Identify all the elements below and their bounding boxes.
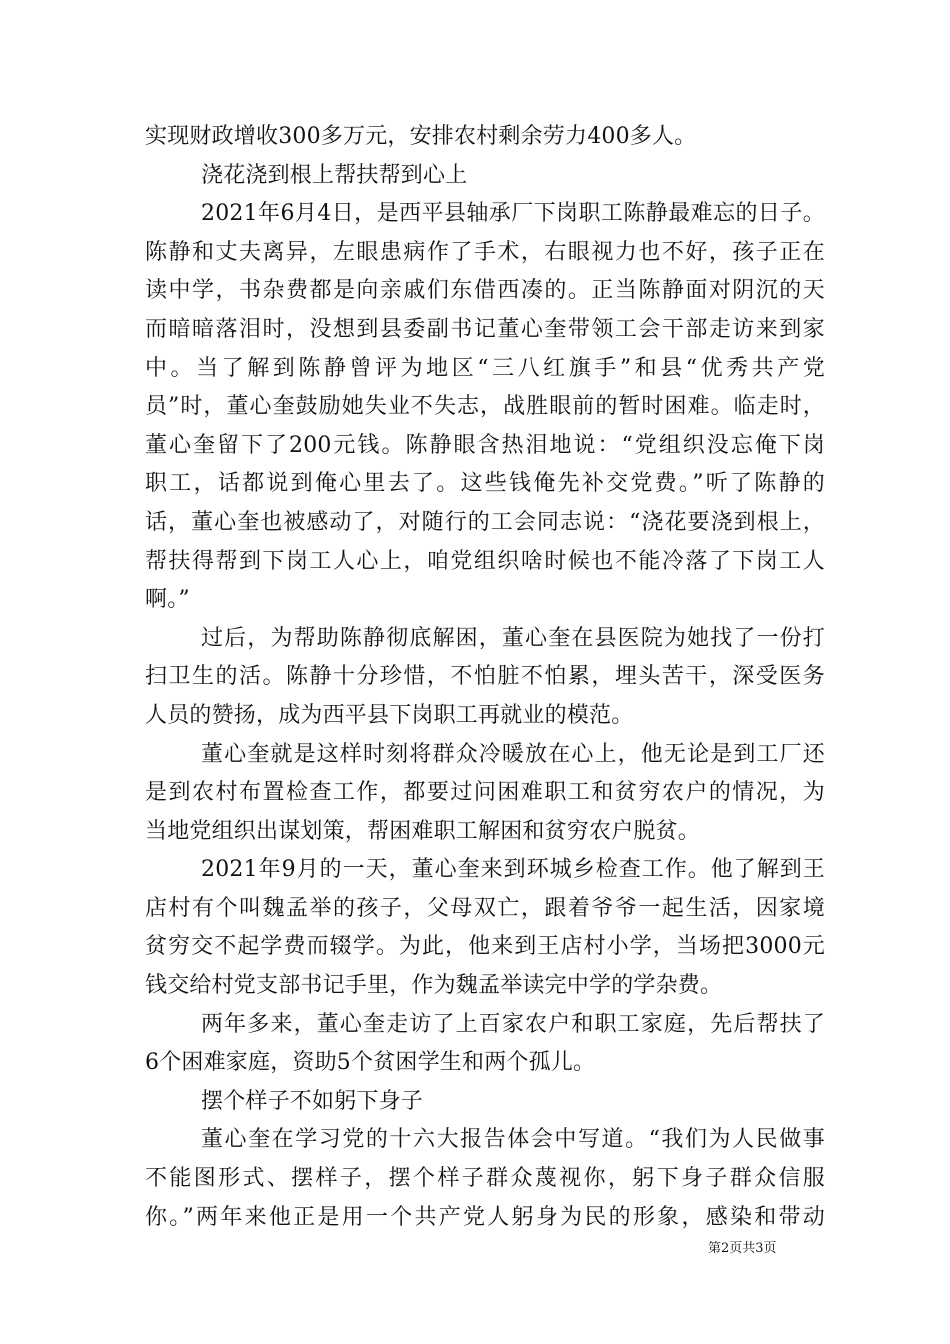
page-number-footer: 第2页共3页 <box>708 1241 777 1256</box>
paragraph <box>145 118 825 157</box>
text-line: 是到农村布置检查工作，都要过问困难职工和贫穷农户的情况，为 <box>145 780 825 806</box>
paragraph <box>145 736 825 852</box>
document-body <box>145 118 825 1237</box>
text-line: 董心奎在学习党的十六大报告体会中写道。“我们为人民做事 <box>201 1127 825 1153</box>
text-line: 店村有个叫魏孟举的孩子，父母双亡，跟着爷爷一起生活，因家境 <box>145 895 825 921</box>
text-line: 帮扶得帮到下岗工人心上，咱党组织啥时候也不能冷落了下岗工人 <box>145 548 825 574</box>
text-line: 中。当了解到陈静曾评为地区“三八红旗手”和县“优秀共产党 <box>145 355 825 381</box>
text-line: 陈静和丈夫离异，左眼患病作了手术，右眼视力也不好，孩子正在 <box>145 239 825 265</box>
text-line: 你。”两年来他正是用一个共产党人躬身为民的形象，感染和带动 <box>145 1204 825 1230</box>
text-line: 董心奎留下了200元钱。陈静眼含热泪地说：“党组织没忘俺下岗 <box>145 432 825 458</box>
text-line: 钱交给村党支部书记手里，作为魏孟举读完中学的学杂费。 <box>145 973 723 999</box>
text-line: 职工，话都说到俺心里去了。这些钱俺先补交党费。”听了陈静的 <box>145 471 825 497</box>
paragraph <box>145 851 825 1005</box>
paragraph <box>145 620 825 736</box>
text-line: 浇花浇到根上帮扶帮到心上 <box>201 162 468 188</box>
paragraph <box>145 1121 825 1237</box>
text-line: 过后，为帮助陈静彻底解困，董心奎在县医院为她找了一份打 <box>201 625 825 651</box>
text-line: 不能图形式、摆样子，摆个样子群众蔑视你，躬下身子群众信服 <box>145 1166 825 1192</box>
text-line: 董心奎就是这样时刻将群众冷暖放在心上，他无论是到工厂还 <box>201 741 825 767</box>
text-line: 读中学，书杂费都是向亲戚们东借西凑的。正当陈静面对阴沉的天 <box>145 278 825 304</box>
section-heading <box>145 1083 825 1122</box>
text-line: 人员的赞扬，成为西平县下岗职工再就业的模范。 <box>145 702 634 728</box>
text-line: 6个困难家庭，资助5个贫困学生和两个孤儿。 <box>145 1050 596 1076</box>
text-line: 话，董心奎也被感动了，对随行的工会同志说：“浇花要浇到根上， <box>145 509 825 535</box>
text-line: 贫穷交不起学费而辍学。为此，他来到王店村小学，当场把3000元 <box>145 934 825 960</box>
paragraph <box>145 195 825 620</box>
text-line: 摆个样子不如躬下身子 <box>201 1088 424 1114</box>
text-line: 而暗暗落泪时，没想到县委副书记董心奎带领工会干部走访来到家 <box>145 316 825 342</box>
text-line: 2021年9月的一天，董心奎来到环城乡检查工作。他了解到王 <box>201 857 825 883</box>
paragraph <box>145 1006 825 1083</box>
text-line: 当地党组织出谋划策，帮困难职工解困和贫穷农户脱贫。 <box>145 818 701 844</box>
text-line: 2021年6月4日，是西平县轴承厂下岗职工陈静最难忘的日子。 <box>201 201 825 227</box>
section-heading <box>145 157 825 196</box>
text-line: 啊。” <box>145 587 190 613</box>
text-line: 实现财政增收300多万元，安排农村剩余劳力400多人。 <box>145 124 697 149</box>
text-line: 员”时，董心奎鼓励她失业不失志，战胜眼前的暂时困难。临走时， <box>145 394 825 420</box>
text-line: 扫卫生的活。陈静十分珍惜，不怕脏不怕累，埋头苦干，深受医务 <box>145 664 825 690</box>
text-line: 两年多来，董心奎走访了上百家农户和职工家庭，先后帮扶了 <box>201 1011 825 1037</box>
